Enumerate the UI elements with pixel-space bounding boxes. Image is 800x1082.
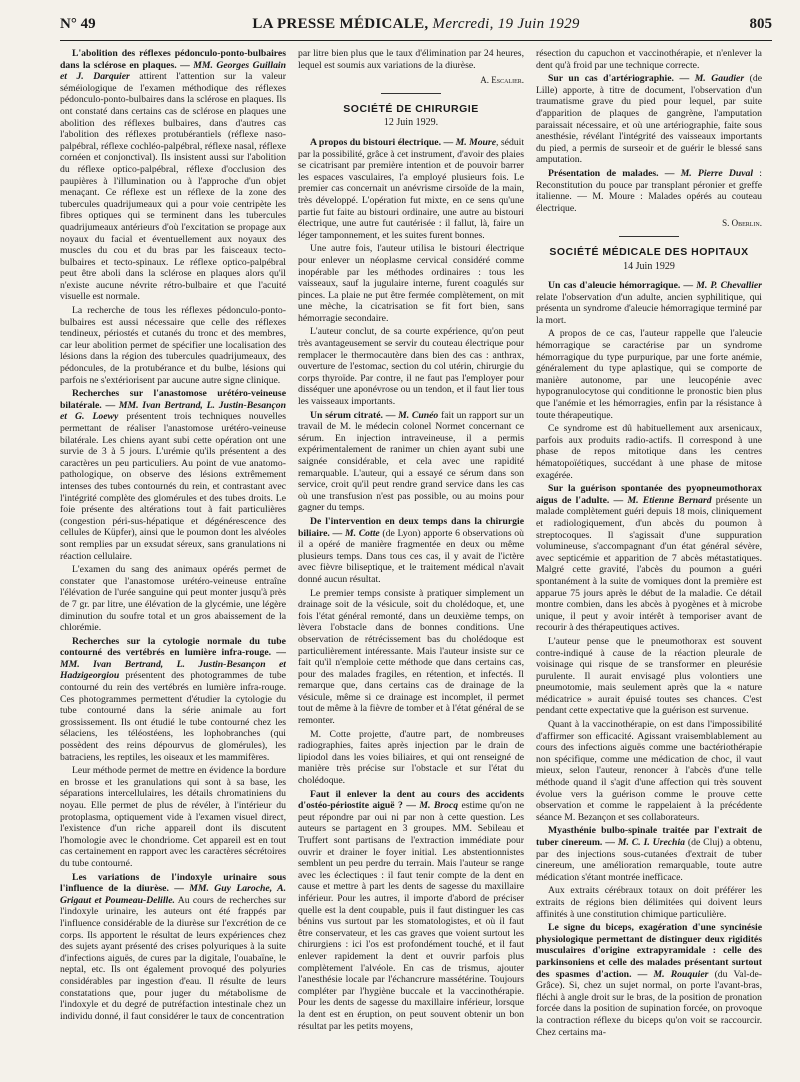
article-text: présentent des photogrammes de tube contourné du rein des vertébrés en lumière infra-rouge. Ces photogrammes permettent d'étudier la cytologie du tube contourné dans la série animale au fort grossissement. Ils ont étudié le tube contourné chez les sélaciens, les téléostéens, les lophobranches (qui possèdent des reins dépourvus de glomérules), les batraciens, les reptiles, les oiseaux et les mammifères. — [60, 670, 286, 763]
article-authors: MM. Ivan Bertrand, L. Justin-Besançon et Hadzigeorgiou — [60, 658, 286, 682]
journal-title — [60, 16, 772, 33]
article-paragraph — [536, 73, 762, 166]
article-heading: Recherches sur la cytologie normale du tube contourné des vertébrés en lumière infra-rouge. — — [60, 635, 286, 659]
article-text: présentent trois techniques nouvelles permettant de réaliser l'anastomose urétéro-veineuse bilatérale. Les chiens ayant subi cette opération ont une survie de 3 à 5 jours. L'urémie qu'ils présentent a des caractères un peu particuliers. Au point de vue anatomo-pathologique, on observe des lésions extrêmement intenses des tubes contournés du rein, et contrastant avec l'intégrité complète des glomérules et des tubes droits. Le foie présente des altérations tout à fait particulières (congestion péri-sus-hépatique et dégénérescence des cellules de Küpfer), ainsi que le poumon dont les alvéoles sont remplies par un exsudat séreux, sans granulations ni réaction cellulaire. — [60, 411, 286, 562]
journal-name: LA PRESSE MÉDICALE, — [252, 16, 429, 32]
article-text: L'auteur conclut, de sa courte expérience, qu'on peut très avantageusement se servir du couteau électrique pour remplacer le thermocautère dans bien des cas : anthrax, ouverture de l'estomac, section du col utérin, chirurgie du corps thyroïde. Par contre, il ne faut pas l'employer pour disséquer une aponévrose ou un tendon, et il faut lier tous les vaisseaux importants. — [298, 326, 524, 408]
col2-continued-text: par litre bien plus que le taux d'élimination par 24 heures, lequel est soumis aux variations de la diurèse. — [298, 48, 524, 71]
section-title-hopitaux: SOCIÉTÉ MÉDICALE DES HOPITAUX — [549, 245, 749, 258]
article-authors: M. Moure — [455, 136, 496, 148]
column-1 — [60, 48, 286, 1076]
article-text: L'auteur pense que le pneumothorax est souvent contre-indiqué à cause de la réaction pleurale de voisinage qui risque de se transformer en pleurésie purulente. Il aurait envisagé plus volontiers une pneumotomie, mais seulement après que la « nature médicatrice » aurait épuisé toutes ses chances. C'est pendant cette expectative que la guérison est survenue. — [536, 635, 762, 717]
section-date-chirurgie: 12 Juin 1929. — [383, 117, 439, 129]
article-paragraph — [536, 922, 762, 1038]
article-paragraph — [298, 243, 524, 324]
article-heading: Les variations de l'indoxyle urinaire sous l'influence de la diurèse. — — [60, 871, 286, 895]
article-text: A propos de ce cas, l'auteur rappelle que l'aleucie hémorragique se caractérise par un syndrome hémorragique du type purpurique, par une forte anémie, généralement du type aplastique, qui se comporte de manière autonome, par une leucopénie avec hypogranulocytose qui conditionne le pronostic bien plus que l'anémie et les hémorragies, enfin par la résistance à toute thérapeutique. — [536, 328, 762, 421]
article-paragraph — [298, 326, 524, 407]
article-paragraph — [60, 388, 286, 562]
article-text: Au cours de recherches sur l'indoxyle urinaire, les auteurs ont été frappés par l'influence considérable de la diurèse sur l'excrétion de ce corps. Ils apportent le résultat de leurs expériences chez des sujets ayant présenté des crises polyuriques à la suite d'infections aiguës, de cures par la digitale, l'ouabaïne, le neptal, etc. Ils ont également provoqué des polyuries considérables par ingestion d'eau. Il résulte de leurs constatations que, pour juger du métabolisme de l'indoxyle et du degré de putréfaction intestinale chez un individu donné, il faut considérer le taux de concentration — [60, 894, 286, 1022]
article-text: , séduit par la possibilité, grâce à cet instrument, d'avoir des plaies se cicatrisant par première intention et de pouvoir barrer les espaces vasculaires, l'a employé plusieurs fois. Le premier cas concernait un anévrisme cirsoïde de la main, très développé. L'opération fut mixte, en ce sens qu'une partie fut faite au bistouri ordinaire, une autre au bistouri électrique, une autre fut cautérisée : il fallut, là, faire un léger tamponnement, et les suites furent bonnes. — [298, 136, 524, 241]
article-paragraph — [60, 564, 286, 634]
article-authors: M. Etienne Bernard — [627, 494, 712, 506]
issue-number: N° 49 — [60, 16, 96, 32]
article-text: Ce syndrome est dû habituellement aux arsenicaux, parfois aux produits radio-actifs. Il correspond à une phase de repos mitotique dans les centres hématopoïétiques, succédant à une phase de mitose exagérée. — [536, 423, 762, 481]
col2-paragraphs — [298, 137, 524, 1032]
article-authors: MM. Ivan Bertrand, L. Justin-Besançon et G. Loewy — [60, 399, 286, 423]
article-paragraph — [60, 305, 286, 386]
article-paragraph — [60, 765, 286, 869]
article-heading: Myasthénie bulbo-spinale traitée par l'extrait de tuber cinereum. — — [536, 825, 762, 848]
article-text: (de Lille) apporte, à titre de document, l'observation d'un traumatisme grave du pied pour lequel, par suite d'apparition de plaques de gangrène, l'amputation paraissait nécessaire, et où une artériographie, faite sous anesthésie, révélant l'intégrité des vaisseaux importants du pied, a permis de surseoir et de guérir le blessé sans amputation. — [536, 73, 762, 166]
section-date-hopitaux: 14 Juin 1929 — [623, 260, 675, 272]
article-paragraph — [60, 636, 286, 764]
col3-paragraphs-b — [536, 280, 762, 1038]
article-heading: De l'intervention en deux temps dans la chirurgie biliaire. — — [298, 515, 524, 539]
page-number: 805 — [749, 16, 772, 32]
article-text: estime qu'on ne peut répondre par oui ni par non à cette question. Les auteurs se partagent en 3 groupes. MM. Sebileau et Truffert sont partisans de l'extraction immédiate pour ouvrir et drainer le foyer initial. Les abstentionnistes semblent un peu perdre du terrain. Mais l'auteur se range avec les éclectiques : il faut tenir compte de la dent en cause et mettre à part les dents de sagesse du maxillaire inférieur. Pour les autres, il importe d'abord de préciser quelle est la dent coupable, puis il faut distinguer les cas bénins vus surtout par les stomatologistes, et où il faut être conservateur, et les cas graves que voient surtout les chirurgiens : ici l'os est profondément touché, et il faut enlever rapidement la dent et ouvrir parfois plus complètement l'alvéole. En cas de trismus, ajouter l'anesthésie locale par l'échancrure massétérine. Toujours compléter par l'hygiène buccale et la vaccinothérapie. Pour les dents de sagesse du maxillaire inférieur, lorsque la dent est en éruption, on peut souvent obtenir un bon résultat par les petits moyens, — [298, 800, 524, 1032]
col1-paragraphs — [60, 48, 286, 1022]
article-text: attirent l'attention sur la valeur séméiologique de l'examen méthodique des réflexes pédonculo-ponto-bulbaires dans la sclérose en plaques. Ils ont constaté dans certains cas de sclérose en plaques une abolition des réflexes bulbaires, dans d'autres cas l'abolition des réflexes protubérantiels (réflexe naso-palpébral, réflexe cochléo-palpébral, réflexe nasal, réflexe cornéen et conjonctival). Ils insistent aussi sur l'abolition du réflexe optico-palpébral, réflexe d'occlusion des paupières à l'illumination ou à l'approche d'un objet menaçant. Ce réflexe est un réflexe de la zone des tubercules quadrijumeaux qui a pour voie centripète les fibres optiques qui se terminent dans les tubercules quadrijumeaux antérieurs d'où l'excitation se propage aux noyaux du facial et éventuellement aux noyaux des muscles du cou et du bras par les faisceaux tecto-bulbaires et tecto-spinaux. Le réflexe optico-palpébral peut être aboli dans la sclérose en plaques alors qu'il n'existe aucune névrite rétro-bulbaire et que l'acuité visuelle est normale. — [60, 71, 286, 303]
article-heading: Sur un cas d'artériographie. — — [548, 73, 695, 85]
article-text: Une autre fois, l'auteur utilisa le bistouri électrique pour enlever un néoplasme cervical considéré comme inopérable par les méthodes ordinaires : tous les vaisseaux, sauf la jugulaire interne, furent coagulés sur pinces. La plaie ne put être fermée complètement, on mit une mèche, la cicatrisation se fit fort bien, sans hémorragie secondaire. — [298, 243, 524, 324]
article-paragraph — [298, 789, 524, 1032]
article-authors: M. Rouquier — [653, 968, 709, 980]
article-paragraph — [536, 483, 762, 634]
article-text: (du Val-de-Grâce). Si, chez un sujet normal, on porte l'avant-bras, fléchi à angle droit sur le bras, de la position de pronation forcée dans la position de supination forcée, on provoque la contraction réflexe du biceps qu'on voit se raccourcir. Chez certains ma- — [536, 968, 762, 1038]
article-paragraph — [60, 872, 286, 1023]
article-paragraph — [298, 410, 524, 514]
article-heading: Le signe du biceps, exagération d'une syncinésie physiologique permettant de distinguer deux rigidités musculaires d'origine extrapyramidale : celle des parkinsoniens et celle des malades présentant surtout des spasmes d'action. — — [536, 922, 762, 980]
article-paragraph — [536, 168, 762, 214]
article-authors: M. Cunéo — [398, 409, 439, 421]
article-heading: Présentation de malades. — — [548, 167, 681, 179]
article-paragraph — [60, 48, 286, 303]
article-text: M. Cotte projette, d'autre part, de nombreuses radiographies, faites après injection par le drain de lipiodol dans les voies biliaires, et qui ont renseigné de manière très précise sur l'obstacle et sur l'état du cholédoque. — [298, 728, 524, 787]
article-heading: Recherches sur l'anastomose urétéro-veineuse bilatérale. — — [60, 388, 286, 411]
article-authors: M. Cotte — [344, 527, 380, 539]
article-authors: M. Brocq — [419, 800, 459, 812]
article-text: Le premier temps consiste à pratiquer simplement un drainage soit de la vésicule, soit du cholédoque, et, une fois l'état général remonté, dans un deuxième temps, on lèvera l'obstacle dans de bonnes conditions. Une observation de rétrécissement bas du cholédoque est particulièrement intéressante. Mais l'auteur insiste sur ce fait qu'il n'emploie cette méthode que dans certains cas, pour des malades fragiles, en rétention, et infectés. Il remarque que, dans certains cas de drainage de la vésicule, même si ce drainage est incomplet, il permet tout de même à la fièvre de tomber et à l'état général de se remonter. — [298, 587, 524, 727]
article-paragraph — [536, 825, 762, 883]
column-3 — [536, 48, 762, 1076]
article-authors: M. Pierre Duval — [680, 167, 754, 179]
article-paragraph — [536, 885, 762, 920]
article-heading: Faut il enlever la dent au cours des accidents d'ostéo-périostite aiguë ? — — [298, 788, 524, 812]
separator — [381, 93, 441, 94]
article-heading: A propos du bistouri électrique. — — [310, 136, 456, 148]
article-text: fait un rapport sur un travail de M. le médecin colonel Normet concernant ce sérum. En injection intraveineuse, il a permis expérimentalement de ranimer un chien ayant subi une saignée considérable, et cela avec une rapidité remarquable. L'auteur, qui a essayé ce sérum dans son service, croit qu'il peut rendre grand service dans les cas où une transfusion n'est pas possible, ou au moins pour gagner du temps. — [298, 409, 524, 514]
article-authors: MM. Georges Guillain et J. Darquier — [60, 59, 286, 83]
article-paragraph — [298, 729, 524, 787]
article-text: La recherche de tous les réflexes pédonculo-ponto-bulbaires est aussi nécessaire que celle des réflexes tendineux, périostés et cutanés du tronc et des membres, car leur abolition permet de spécifier une localisation des lésions dans la région des tubercules quadrijumeaux, des pédoncules, de la protubérance et du bulbe, lésions qui parfois ne s'extériorisent par aucune autre signe clinique. — [60, 305, 286, 386]
article-paragraph — [298, 137, 524, 241]
article-authors: M. Gaudier — [694, 73, 745, 85]
article-text: (de Cluj) a obtenu, par des injections sous-cutanées d'extrait de tuber cinereum, une amélioration remarquable, toute autre médication s'étant montrée inefficace. — [536, 837, 762, 883]
issue-date: Mercredi, 19 Juin 1929 — [432, 16, 580, 32]
article-paragraph — [536, 328, 762, 421]
article-paragraph — [298, 588, 524, 727]
article-paragraph — [536, 280, 762, 326]
separator — [619, 236, 679, 237]
article-text: : Reconstitution du pouce par transplant péronier et greffe italienne. — M. Moure : Malades opérés au couteau électrique. — [536, 167, 762, 214]
header-rule — [60, 40, 772, 41]
article-text: Quant à la vaccinothérapie, on est dans l'impossibilité d'affirmer son efficacité. Agissant vraisemblablement au cours des infections aiguës comme une bactériothérapie non spécifique, comme une médication de choc, il vaut mieux, selon l'auteur, renoncer à l'abcès d'une telle méthode quand il s'agit d'une affection qui très souvent évolue vers la guérison comme le prouve cette observation et comme le rappelaient à la précédente séance M. Bezançon et ses collaborateurs. — [536, 719, 762, 823]
article-heading: Un sérum citraté. — — [310, 409, 399, 421]
col3-paragraphs-a — [536, 73, 762, 214]
article-paragraph — [536, 636, 762, 717]
column-2 — [298, 48, 524, 1076]
article-text: L'examen du sang des animaux opérés permet de constater que l'anastomose urétéro-veineuse entraîne l'élévation de l'urée sanguine qui peut monter jusqu'à près de 7 gr. par litre, une élévation de la glycémie, une légère diminution du soufre total et un gros abaissement de la chlorémie. — [60, 564, 286, 634]
signature-oberlin: S. Oberlin. — [722, 218, 762, 229]
article-text: présente un malade complètement guéri depuis 18 mois, cliniquement et radiologiquement, d'un abcès du poumon à streptocoques. Il s'agissait d'une suppuration volumineuse, s'accompagnant d'un état général sévère, avec septicémie et apparition de 7 abcès métastatiques. Malgré cette gravité, l'abcès du poumon a guéri spontanément à la suite de vomiques dont la première est apparue 75 jours après le début de la maladie. Ce détail montre combien, dans les abcès à pyogènes et à microbe unique, il peut y avoir intérêt à temporiser avant de recourir à des thérapeutiques actives. — [536, 494, 762, 634]
article-text: relate l'observation d'un adulte, ancien syphilitique, qui présenta un syndrome d'aleucie hémorragique terminé par la mort. — [536, 291, 762, 326]
article-authors: M. P. Chevallier — [696, 280, 762, 292]
article-paragraph — [536, 719, 762, 823]
section-title-chirurgie: SOCIÉTÉ DE CHIRURGIE — [343, 102, 479, 115]
page-header — [60, 12, 772, 40]
article-heading: L'abolition des réflexes pédonculo-ponto-bulbaires dans la sclérose en plaques. — — [60, 48, 286, 71]
article-text: Aux extraits cérébraux totaux on doit préférer les extraits de régions bien délimitées qui doivent leurs affinités à une constitution chimique particulière. — [536, 885, 762, 920]
article-authors: M. C. I. Urechia — [617, 837, 685, 848]
signature-escalier: A. Escalier. — [480, 75, 524, 86]
article-text: (de Lyon) apporte 6 observations où il a opéré de manière fragmentée en deux ou même plusieurs temps. Dans tous ces cas, il y avait de l'ictère avec fièvre biliseptique, et le traitement médical n'avait donné aucun résultat. — [298, 527, 524, 585]
article-paragraph — [536, 423, 762, 481]
article-heading: Sur la guérison spontanée des pyopneumothorax aigus de l'adulte. — — [536, 483, 762, 506]
article-text: Leur méthode permet de mettre en évidence la bordure en brosse et les granulations qui sont à sa base, les séparations intercellulaires, les détails chromatiniens du noyau. Elle permet de plus de révéler, à l'intérieur du protoplasma, optiquement vide à l'examen visuel direct, l'existence d'un riche appareil dont ils discutent l'homologie avec le chondriome. Cet appareil est en tout cas certainement en rapport avec les caractères sécrétoires du tube contourné. — [60, 765, 286, 869]
col3-continued-text: résection du capuchon et vaccinothérapie, et n'enlever la dent qu'à froid par une technique correcte. — [536, 48, 762, 71]
article-authors: MM. Guy Laroche, A. Grigaut et Poumeau-Delille. — [60, 883, 286, 906]
article-heading: Un cas d'aleucie hémorragique. — — [548, 280, 697, 292]
article-paragraph — [298, 516, 524, 586]
